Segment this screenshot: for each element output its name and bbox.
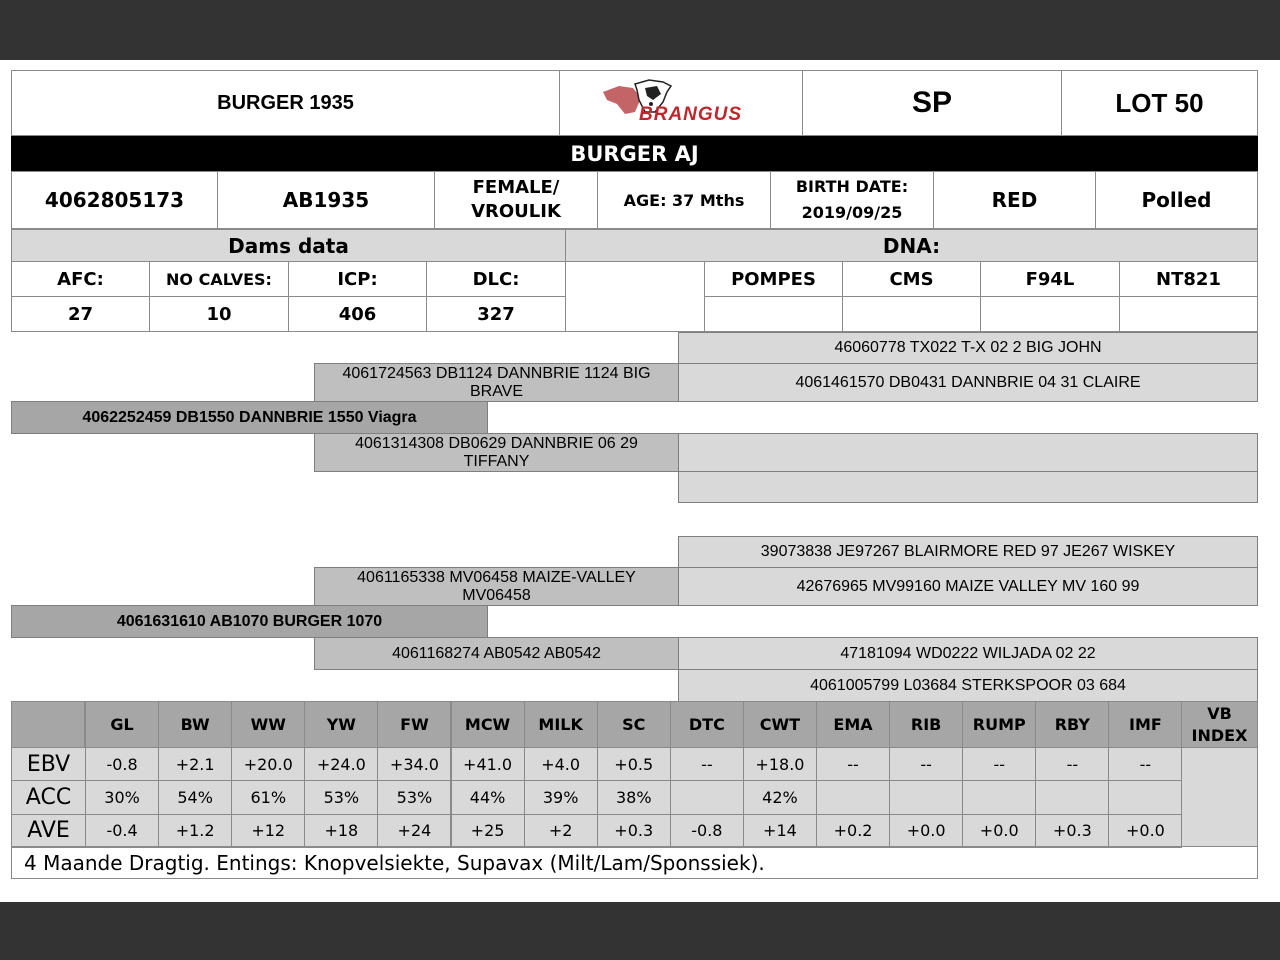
ebv-cell-ebv-gl: -0.8 <box>85 747 159 781</box>
pedigree-dam: 4061631610 AB1070 BURGER 1070 <box>11 605 488 638</box>
remarks: 4 Maande Dragtig. Entings: Knopvelsiekte, Supavax (Milt/Lam/Sponssiek). <box>11 846 1258 879</box>
pedigree-dam-sire-sire: 39073838 JE97267 BLAIRMORE RED 97 JE267 WISKEY <box>678 536 1258 568</box>
pedigree-sire-dam-dam <box>678 471 1258 503</box>
pedigree-sire-sire-dam: 4061461570 DB0431 DANNBRIE 04 31 CLAIRE <box>678 363 1258 402</box>
top-frame-bar <box>0 0 1280 60</box>
ebv-cell-acc-rib <box>889 780 963 814</box>
dna-f94l-label: F94L <box>980 261 1120 297</box>
pedigree-dam-sire: 4061165338 MV06458 MAIZE-VALLEY MV06458 <box>314 567 679 606</box>
dams-calves-label: NO CALVES: <box>149 261 289 297</box>
bottom-frame-bar <box>0 902 1280 960</box>
lot-number: LOT 50 <box>1061 70 1258 136</box>
ebv-cell-ave-bw: +1.2 <box>158 814 232 848</box>
horn-status: Polled <box>1095 171 1258 229</box>
pedigree-sire-sire-sire: 46060778 TX022 T-X 02 2 BIG JOHN <box>678 332 1258 364</box>
pedigree-sire-dam: 4061314308 DB0629 DANNBRIE 06 29 TIFFANY <box>314 433 679 472</box>
ebv-row-label-ave: AVE <box>11 814 86 848</box>
ebv-cell-ebv-sc: +0.5 <box>597 747 671 781</box>
dna-pompes-value <box>704 296 843 332</box>
ebv-header-cwt: CWT <box>743 701 817 748</box>
ebv-cell-acc-cwt: 42% <box>743 780 817 814</box>
ebv-cell-ebv-mcw: +41.0 <box>451 747 525 781</box>
registration-number: 4062805173 <box>11 171 218 229</box>
pedigree-dam-dam-dam: 4061005799 L03684 STERKSPOOR 03 684 <box>678 669 1258 702</box>
ebv-cell-acc-gl: 30% <box>85 780 159 814</box>
ebv-table <box>11 701 1258 847</box>
ebv-header-ww: WW <box>231 701 305 748</box>
dna-nt821-label: NT821 <box>1119 261 1258 297</box>
ebv-cell-acc-sc: 38% <box>597 780 671 814</box>
dna-nt821-value <box>1119 296 1258 332</box>
animal-tag: AB1935 <box>217 171 435 229</box>
ebv-cell-ave-mcw: +25 <box>451 814 525 848</box>
birth-date-value: 2019/09/25 <box>801 203 903 222</box>
vb-index-value <box>1181 747 1258 847</box>
dna-cms-label: CMS <box>842 261 981 297</box>
ebv-cell-acc-milk: 39% <box>524 780 598 814</box>
ebv-header-rump: RUMP <box>962 701 1036 748</box>
ebv-cell-acc-rby <box>1035 780 1109 814</box>
ebv-cell-ebv-ww: +20.0 <box>231 747 305 781</box>
ebv-cell-ebv-imf: -- <box>1108 747 1182 781</box>
ebv-header-fw: FW <box>377 701 451 748</box>
ebv-header-sc: SC <box>597 701 671 748</box>
ebv-header-mcw: MCW <box>451 701 525 748</box>
class-code: SP <box>802 70 1062 136</box>
dams-dlc-label: DLC: <box>426 261 566 297</box>
dams-data-title: Dams data <box>11 229 566 262</box>
dams-icp-label: ICP: <box>288 261 427 297</box>
birth-date-label: BIRTH DATE: <box>795 177 909 196</box>
ebv-cell-ave-rump: +0.0 <box>962 814 1036 848</box>
dna-f94l-value <box>980 296 1120 332</box>
sex <box>434 171 598 229</box>
ebv-cell-ebv-ema: -- <box>816 747 890 781</box>
ebv-corner-cell <box>11 701 85 748</box>
ebv-header-gl: GL <box>85 701 159 748</box>
ebv-row-label-ebv: EBV <box>11 747 86 781</box>
dna-cms-value <box>842 296 981 332</box>
ebv-header-rib: RIB <box>889 701 963 748</box>
ebv-cell-ave-ww: +12 <box>231 814 305 848</box>
color: RED <box>933 171 1096 229</box>
ebv-cell-ave-cwt: +14 <box>743 814 817 848</box>
ebv-row-label-acc: ACC <box>11 780 86 814</box>
ebv-cell-acc-imf <box>1108 780 1182 814</box>
ebv-cell-ebv-rump: -- <box>962 747 1036 781</box>
vb-index-line2: INDEX <box>1191 725 1248 745</box>
ebv-cell-ebv-cwt: +18.0 <box>743 747 817 781</box>
dna-title: DNA: <box>565 229 1258 262</box>
ebv-cell-ebv-rib: -- <box>889 747 963 781</box>
age: AGE: 37 Mths <box>597 171 771 229</box>
ebv-cell-ave-rby: +0.3 <box>1035 814 1109 848</box>
ebv-cell-ave-fw: +24 <box>377 814 451 848</box>
ebv-cell-acc-bw: 54% <box>158 780 232 814</box>
ebv-header-ema: EMA <box>816 701 890 748</box>
dna-blank-cell <box>565 261 705 332</box>
ebv-cell-acc-fw: 53% <box>377 780 451 814</box>
ebv-cell-ave-imf: +0.0 <box>1108 814 1182 848</box>
pedigree-sire: 4062252459 DB1550 DANNBRIE 1550 Viagra <box>11 401 488 434</box>
pedigree-dam-sire-dam: 42676965 MV99160 MAIZE VALLEY MV 160 99 <box>678 567 1258 606</box>
ebv-cell-acc-dtc <box>670 780 744 814</box>
dams-afc-value: 27 <box>11 296 150 332</box>
ebv-cell-acc-rump <box>962 780 1036 814</box>
ebv-header-bw: BW <box>158 701 232 748</box>
dams-icp-value: 406 <box>288 296 427 332</box>
herd-name: BURGER 1935 <box>11 70 560 136</box>
ebv-cell-ebv-fw: +34.0 <box>377 747 451 781</box>
pedigree-dam-dam-sire: 47181094 WD0222 WILJADA 02 22 <box>678 637 1258 670</box>
sex-line2: VROULIK <box>471 201 561 222</box>
ebv-cell-acc-ww: 61% <box>231 780 305 814</box>
ebv-header-milk: MILK <box>524 701 598 748</box>
ebv-cell-ebv-yw: +24.0 <box>304 747 378 781</box>
ebv-header-imf: IMF <box>1108 701 1182 748</box>
ebv-cell-ave-milk: +2 <box>524 814 598 848</box>
dams-calves-value: 10 <box>149 296 289 332</box>
ebv-cell-ebv-bw: +2.1 <box>158 747 232 781</box>
ebv-cell-ave-sc: +0.3 <box>597 814 671 848</box>
ebv-cell-ave-rib: +0.0 <box>889 814 963 848</box>
sex-line1: FEMALE/ <box>472 177 560 198</box>
pedigree-sire-dam-sire <box>678 433 1258 472</box>
ebv-cell-ave-gl: -0.4 <box>85 814 159 848</box>
ebv-header-dtc: DTC <box>670 701 744 748</box>
ebv-header-rby: RBY <box>1035 701 1109 748</box>
dna-pompes-label: POMPES <box>704 261 843 297</box>
ebv-cell-ebv-rby: -- <box>1035 747 1109 781</box>
pedigree-sire-sire: 4061724563 DB1124 DANNBRIE 1124 BIG BRAVE <box>314 363 679 402</box>
birth-date <box>770 171 934 229</box>
ebv-cell-ebv-milk: +4.0 <box>524 747 598 781</box>
ebv-cell-ave-yw: +18 <box>304 814 378 848</box>
ebv-cell-ave-ema: +0.2 <box>816 814 890 848</box>
brangus-logo <box>559 70 803 136</box>
pedigree-dam-dam: 4061168274 AB0542 AB0542 <box>314 637 679 670</box>
dams-afc-label: AFC: <box>11 261 150 297</box>
ebv-cell-acc-yw: 53% <box>304 780 378 814</box>
ebv-header-vb-index <box>1181 701 1258 748</box>
dams-dlc-value: 327 <box>426 296 566 332</box>
ebv-cell-acc-ema <box>816 780 890 814</box>
brangus-logo-text: BRANGUS <box>639 104 743 125</box>
ebv-cell-acc-mcw: 44% <box>451 780 525 814</box>
vb-index-line1: VB <box>1207 703 1232 723</box>
owner-banner: BURGER AJ <box>11 136 1258 171</box>
ebv-cell-ebv-dtc: -- <box>670 747 744 781</box>
ebv-header-yw: YW <box>304 701 378 748</box>
ebv-cell-ave-dtc: -0.8 <box>670 814 744 848</box>
